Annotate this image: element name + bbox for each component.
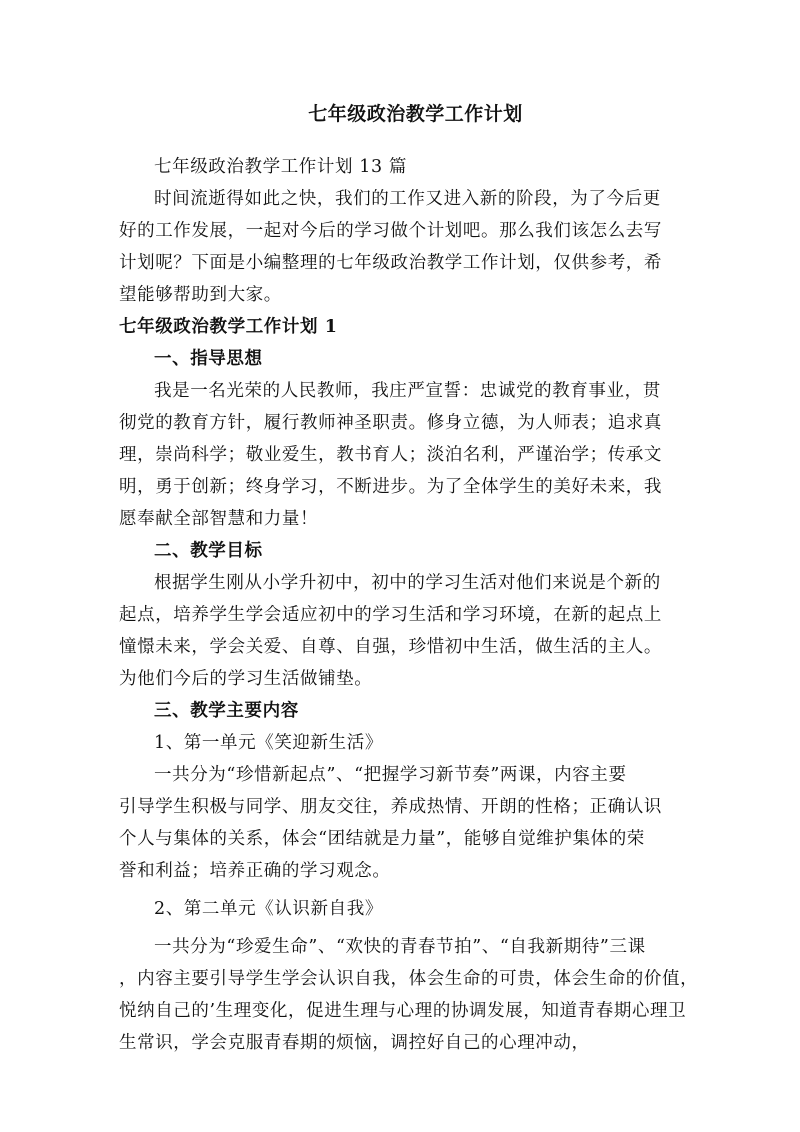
unit-line: 悦纳自己的’生理变化，促进生理与心理的协调发展，知道青春期心理卫 [119, 1001, 687, 1021]
section-line: 为他们今后的学习生活做铺垫。 [119, 669, 373, 689]
section-line: 我是一名光荣的人民教师，我庄严宣誓：忠诚党的教育事业，贯 [154, 381, 661, 401]
unit-line: 引导学生积极与同学、朋友交往，养成热情、开朗的性格；正确认识 [119, 797, 662, 817]
unit-heading: 1、第一单元《笑迎新生活》 [154, 733, 383, 753]
unit-line: 生常识，学会克服青春期的烦恼，调控好自己的心理冲动， [119, 1033, 590, 1053]
section-heading: 一、指导思想 [154, 349, 263, 369]
section-line: 明，勇于创新；终身学习，不断进步。为了全体学生的美好未来，我 [119, 477, 662, 497]
section-heading: 三、教学主要内容 [154, 701, 299, 721]
unit-2-paragraph [119, 931, 712, 1059]
section-line: 理，崇尚科学；敬业爱生，教书育人；淡泊名利，严谨治学；传承文 [119, 445, 662, 465]
unit-heading: 2、第二单元《认识新自我》 [154, 899, 383, 919]
section-heading: 二、教学目标 [154, 541, 263, 561]
unit-line: 个人与集体的关系，体会“团结就是力量”，能够自觉维护集体的荣 [119, 829, 645, 849]
unit-line: 一共分为“珍惜新起点”、“把握学习新节奏”两课，内容主要 [154, 765, 627, 785]
unit-line: 誉和利益；培养正确的学习观念。 [119, 861, 391, 881]
unit-line: 一共分为“珍爱生命”、“欢快的青春节拍”、“自我新期待”三课 [154, 937, 646, 957]
document-title: 七年级政治教学工作计划 [308, 103, 523, 125]
section-2-paragraph [119, 567, 712, 695]
intro-line: 望能够帮助到大家。 [119, 285, 282, 305]
intro-paragraph [119, 183, 712, 311]
section-1-paragraph [119, 375, 712, 535]
section-line: 起点，培养学生学会适应初中的学习生活和学习环境，在新的起点上 [119, 605, 662, 625]
document-subtitle: 七年级政治教学工作计划 13 篇 [154, 157, 407, 177]
intro-line: 好的工作发展，一起对今后的学习做个计划吧。那么我们该怎么去写 [119, 221, 662, 241]
section-line: 愿奉献全部智慧和力量！ [119, 509, 319, 529]
unit-1-paragraph [119, 759, 712, 887]
intro-line: 时间流逝得如此之快，我们的工作又进入新的阶段，为了今后更 [154, 189, 661, 209]
section-line: 根据学生刚从小学升初中，初中的学习生活对他们来说是个新的 [154, 573, 661, 593]
intro-line: 计划呢？下面是小编整理的七年级政治教学工作计划，仅供参考，希 [119, 253, 662, 273]
plan-heading: 七年级政治教学工作计划 1 [119, 317, 338, 337]
section-line: 彻党的教育方针，履行教师神圣职责。修身立德，为人师表；追求真 [119, 413, 662, 433]
unit-line: ，内容主要引导学生学会认识自我，体会生命的可贵，体会生命的价值， [119, 969, 699, 989]
section-line: 憧憬未来，学会关爱、自尊、自强，珍惜初中生活，做生活的主人。 [119, 637, 662, 657]
